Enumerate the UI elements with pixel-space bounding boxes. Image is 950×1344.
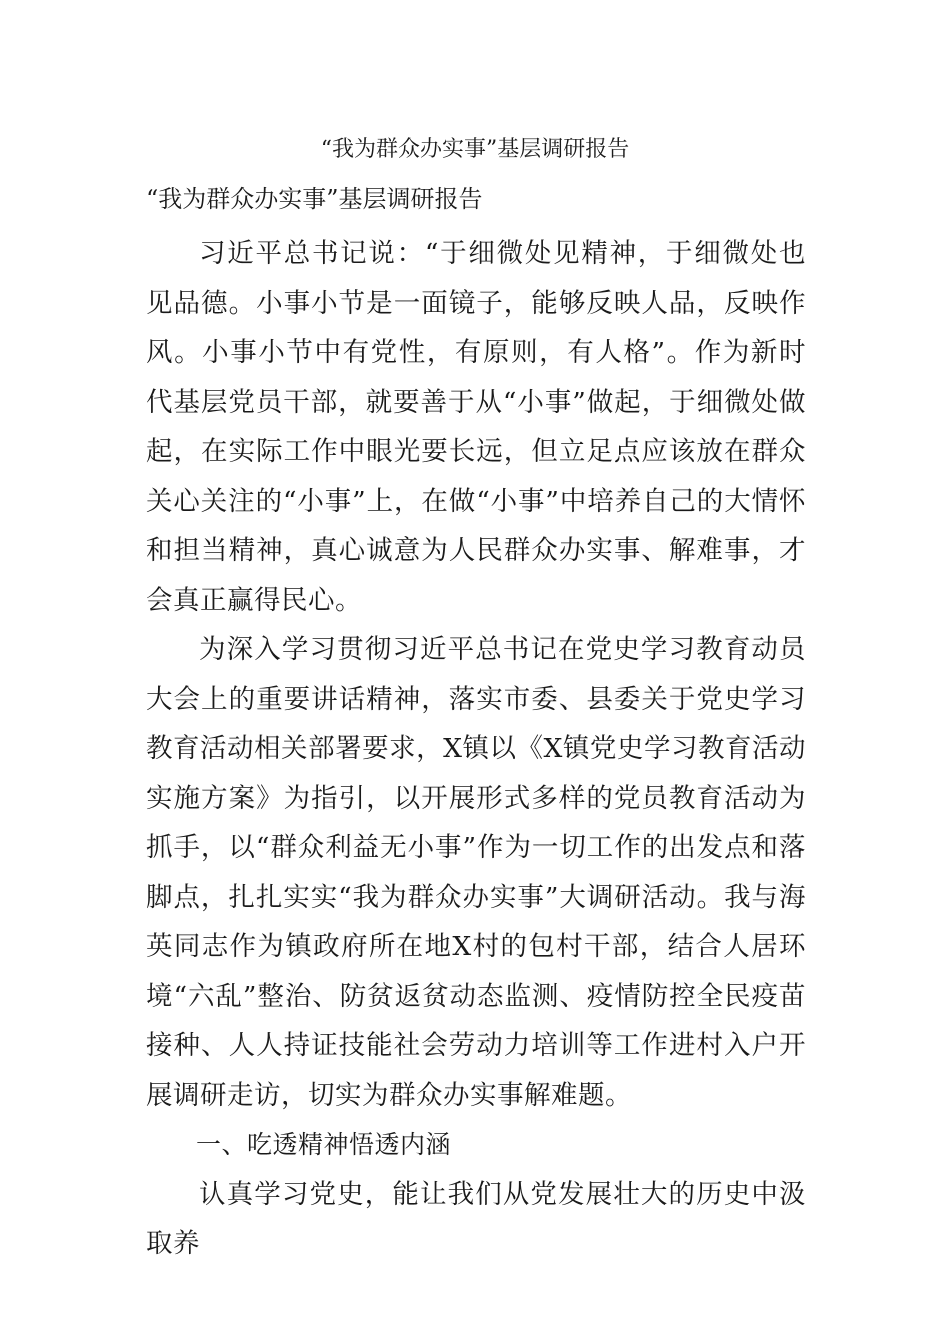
document-body: [146, 229, 806, 1269]
document-title: “我为群众办实事”基层调研报告: [320, 137, 630, 162]
body-paragraph: 习近平总书记说：“于细微处见精神，于细微处也见品德。小事小节是一面镜子，能够反映人品，反映作风。小事小节中有党性，有原则，有人格”。作为新时代基层党员干部，就要善于从“小事”做起，于细微处做起，在实际工作中眼光要长远，但立足点应该放在群众关心关注的“小事”上，在做“小事”中培养自己的大情怀和担当精神，真心诚意为人民群众办实事、解难事，才会真正赢得民心。: [146, 238, 806, 616]
section-paragraph: 认真学习党史，能让我们从党发展壮大的历史中汲取养: [146, 1178, 806, 1259]
document-subtitle: “我为群众办实事”基层调研报告: [146, 185, 483, 213]
section-heading: 一、吃透精神悟透内涵: [196, 1130, 452, 1159]
body-paragraph: 为深入学习贯彻习近平总书记在党史学习教育动员大会上的重要讲话精神，落实市委、县委关于党史学习教育活动相关部署要求，X镇以《X镇党史学习教育活动实施方案》为指引，以开展形式多样的党员教育活动为抓手，以“群众利益无小事”作为一切工作的出发点和落脚点，扎扎实实“我为群众办实事”大调研活动。我与海英同志作为镇政府所在地X村的包村干部，结合人居环境“六乱”整治、防贫返贫动态监测、疫情防控全民疫苗接种、人人持证技能社会劳动力培训等工作进村入户开展调研走访，切实为群众办实事解难题。: [146, 634, 806, 1111]
